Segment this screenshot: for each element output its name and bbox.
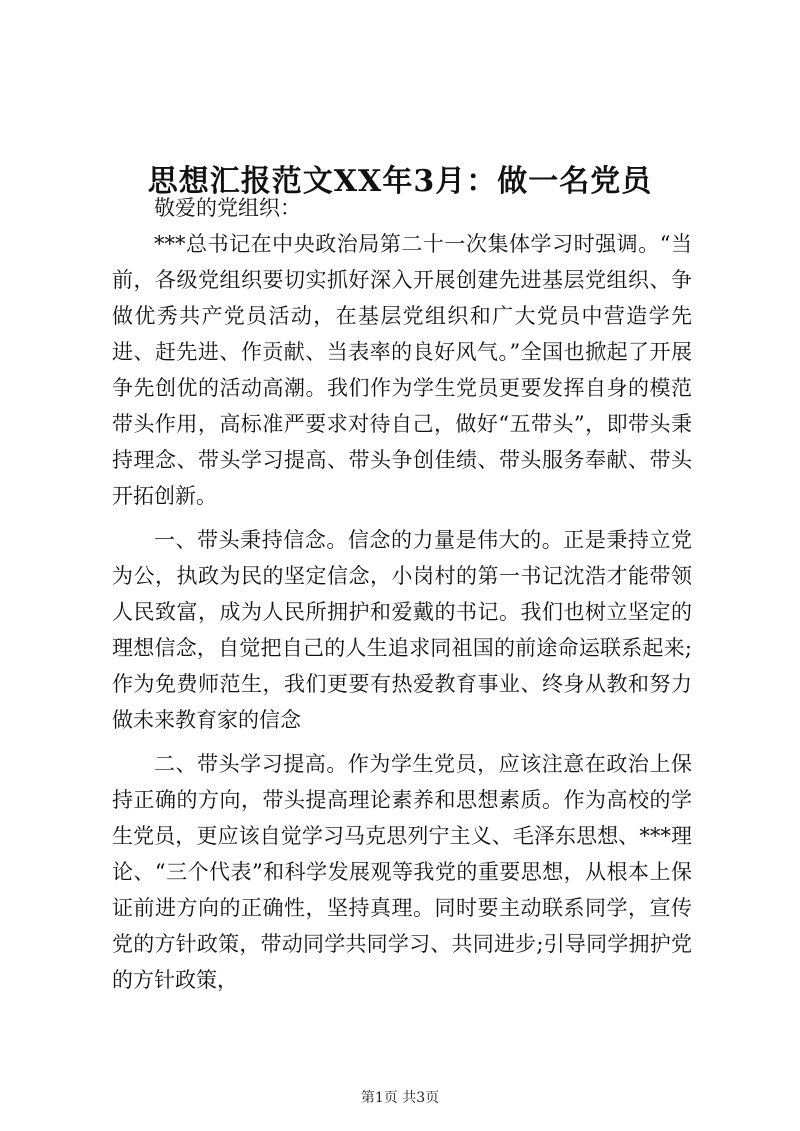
page-footer: 第1页 共3页	[360, 1090, 440, 1106]
paragraph-intro: ***总书记在中央政治局第二十一次集体学习时强调。“当前，各级党组织要切实抓好深入开展创建先进基层党组织、争做优秀共产党员活动，在基层党组织和广大党员中营造学先进、赶先进、作贡献、当表率的良好风气。”全国也掀起了开展争先创优的活动高潮。我们作为学生党员更要发挥自身的模范带头作用，高标准严要求对待自己，做好“五带头”，即带头秉持理念、带头学习提高、带头争创佳绩、带头服务奉献、带头开拓创新。	[112, 232, 692, 508]
document-body	[112, 190, 692, 998]
paragraph-study: 二、带头学习提高。作为学生党员，应该注意在政治上保持正确的方向，带头提高理论素养和思想素质。作为高校的学生党员，更应该自觉学习马克思列宁主义、毛泽东思想、***理论、“三个代表”和科学发展观等我党的重要思想，从根本上保证前进方向的正确性，坚持真理。同时要主动联系同学，宣传党的方针政策，带动同学共同学习、共同进步;引导同学拥护党的方针政策，	[112, 752, 692, 992]
page-title: 思想汇报范文XX年3月：做一名党员	[147, 164, 653, 200]
salutation: 敬爱的党组织：	[154, 196, 301, 220]
paragraph-belief: 一、带头秉持信念。信念的力量是伟大的。正是秉持立党为公，执政为民的坚定信念，小岗村的第一书记沈浩才能带领人民致富，成为人民所拥护和爱戴的书记。我们也树立坚定的理想信念，自觉把自己的人生追求同祖国的前途命运联系起来;作为免费师范生，我们更要有热爱教育事业、终身从教和努力做未来教育家的信念	[112, 528, 692, 732]
